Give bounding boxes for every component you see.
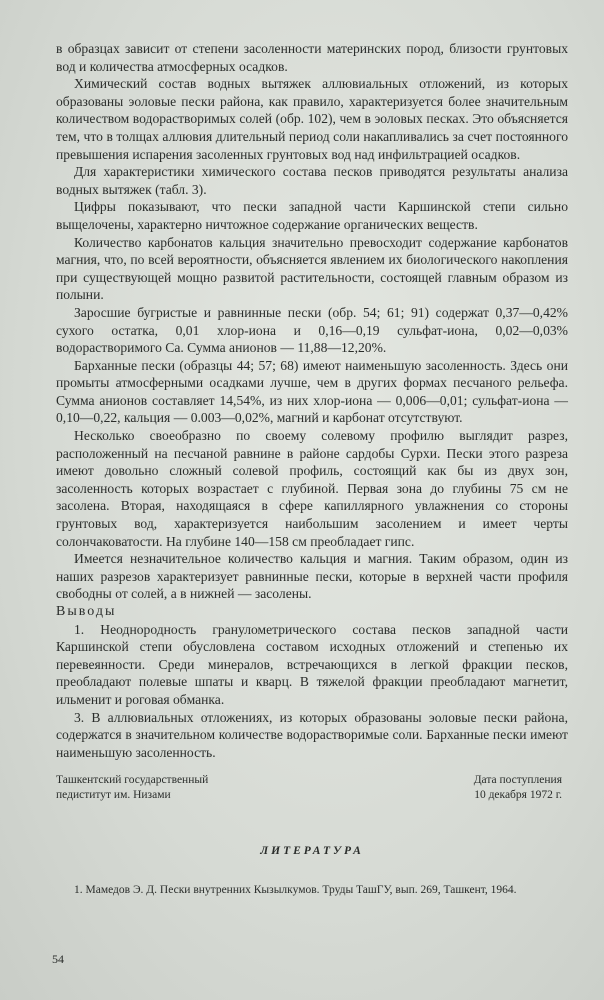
conclusions-heading: Выводы [56,604,117,619]
article-body [56,40,568,898]
institution-line-1: Ташкентский государственный [56,774,209,787]
paragraph-9: Имеется незначительное количество кальция и магния. Таким образом, один из наших разрезов характеризует равнинные пески, которые в верхней части профиля свободны от солей, а в нижней — засолены. [56,551,568,602]
paragraph-3: Для характеристики химического состава песков приводятся результаты анализа водных вытяжек (табл. 3). [56,164,568,197]
paragraph-1: в образцах зависит от степени засоленности материнских пород, близости грунтовых вод и количества атмосферных осадков. [56,41,568,74]
page-number: 54 [52,952,64,966]
paragraph-8: Несколько своеобразно по своему солевому профилю выглядит разрез, расположенный на песчаной равнине в районе сардобы Сурхи. Пески этого разреза имеют довольно сложный солевой профиль, состоящий как бы из двух зон, засоленность которых возрастает с глубиной. Первая зона до глубины 75 см не засолена. Вторая, находящаяся в сфере капиллярного увлажнения со стороны грунтовых вод, характеризуется наибольшим засолением и имеет черты солончаковатости. На глубине 140—158 см преобладает гипс. [56,428,568,549]
institution [56,773,208,803]
literature-heading: ЛИТЕРАТУРА [260,845,364,858]
paragraph-4: Цифры показывают, что пески западной части Каршинской степи сильно выщелочены, характерно ничтожное содержание органических веществ. [56,199,568,232]
signature-block [56,773,568,803]
conclusion-3: 3. В аллювиальных отложениях, из которых образованы эоловые пески района, содержатся в значительном количестве водорастворимые соли. Барханные пески имеют наименьшую засоленность. [56,709,568,760]
paragraph-6: Заросшие бугристые и равнинные пески (обр. 54; 61; 91) содержат 0,37—0,42% сухого остатка, 0,01 хлор-иона и 0,16—0,19 сульфат-иона, 0,02—0,03% водорастворимого Са. Сумма анионов — 11,88—12,20%. [56,304,568,356]
date-label: Дата поступления [473,774,562,787]
institution-line-2: педиститут им. Низами [56,789,171,802]
paragraph-5: Количество карбонатов кальция значительно превосходит содержание карбонатов магния, что, по всей вероятности, объясняется явлением их биологического накопления при существующей мощно развитой растительности, состоящей главным образом из полыни. [56,234,568,303]
date-value: 10 декабря 1972 г. [474,789,562,802]
received-date [474,773,568,803]
paragraph-2: Химический состав водных вытяжек аллювиальных отложений, из которых образованы эоловые пески района, как правило, характеризуется более значительным количеством водорастворимых солей (обр. 102), чем в эоловых песках. Это объясняется тем, что в толщах аллювия длительный период соли накапливались за счет постоянного превышения испарения засоленных грунтовых вод над инфильтрацией осадков. [56,76,568,162]
reference-1: 1. Мамедов Э. Д. Пески внутренних Кызылкумов. Труды ТашГУ, вып. 269, Ташкент, 1964. [74,883,517,896]
paragraph-7: Барханные пески (образцы 44; 57; 68) имеют наименьшую засоленность. Здесь они промыты атмосферными осадками лучше, чем в других формах песчаного рельефа. Сумма анионов составляет 14,54%, из них хлор-иона — 0,006—0,01; сульфат-иона — 0,10—0,22, кальция — 0.003—0,02%, магний и карбонат отсутствуют. [56,357,568,426]
conclusion-1: 1. Неоднородность гранулометрического состава песков западной части Каршинской степи обусловлена составом исходных отложений и степенью их перевеянности. Среди минералов, встречающихся в легкой фракции песков, преобладают полевые шпаты и кварц. В тяжелой фракции преобладают магнетит, ильменит и роговая обманка. [56,621,568,707]
